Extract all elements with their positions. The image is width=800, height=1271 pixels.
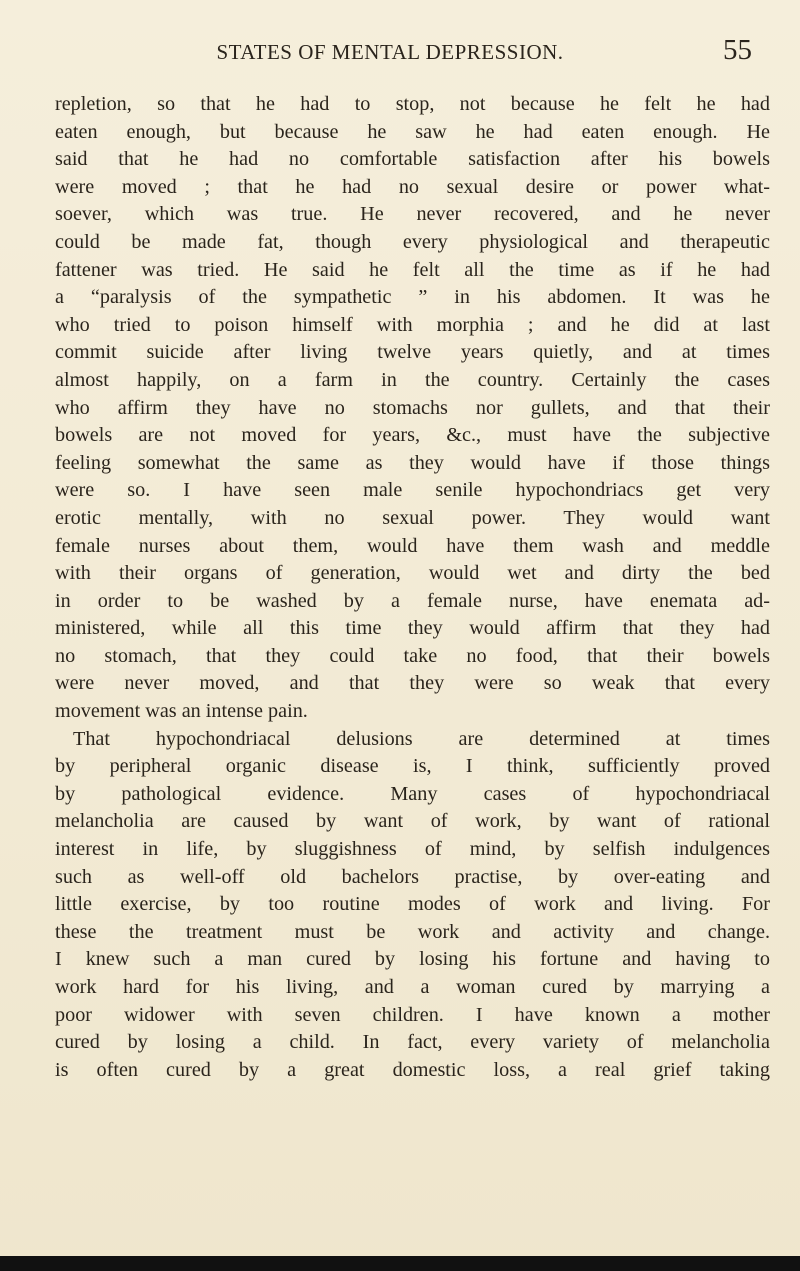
text-line: ministered, while all this time they would affirm that they had [55, 617, 770, 640]
text-line: interest in life, by sluggishness of mind, by selfish indulgences [55, 838, 770, 861]
text-line: work hard for his living, and a woman cured by marrying a [55, 976, 770, 998]
text-line: with their organs of generation, would wet and dirty the bed [55, 562, 770, 585]
running-title: STATES OF MENTAL DEPRESSION. [216, 40, 564, 64]
text-line: such as well-off old bachelors practise, by over-eating and [55, 865, 770, 888]
text-line: these the treatment must be work and activity and change. [55, 920, 770, 943]
text-line: poor widower with seven children. I have known a mother [55, 1003, 770, 1026]
text-line: were moved ; that he had no sexual desire or power what- [55, 175, 770, 198]
text-line: no stomach, that they could take no food, that their bowels [55, 644, 770, 667]
text-line: female nurses about them, would have them wash and meddle [55, 534, 770, 557]
text-line: in order to be washed by a female nurse, have enemata ad- [55, 589, 770, 612]
text-line: commit suicide after living twelve years quietly, and at times [55, 341, 770, 364]
text-line: is often cured by a great domestic loss, a real grief taking [55, 1058, 770, 1081]
text-line: were so. I have seen male senile hypochondriacs get very [55, 479, 770, 502]
text-line: repletion, so that he had to stop, not because he felt he had [55, 93, 770, 115]
text-line: by pathological evidence. Many cases of hypochondriacal [55, 782, 770, 805]
text-line: by peripheral organic disease is, I think, sufficiently proved [55, 755, 770, 778]
text-line: who tried to poison himself with morphia ; and he did at last [55, 313, 770, 336]
text-line: cured by losing a child. In fact, every variety of melancholia [55, 1031, 770, 1054]
text-line: melancholia are caused by want of work, by want of rational [55, 810, 770, 833]
text-line: little exercise, by too routine modes of work and living. For [55, 893, 770, 916]
paragraph-start-line: That hypochondriacal delusions are determined at times [73, 727, 770, 750]
text-line: fattener was tried. He said he felt all the time as if he had [55, 258, 770, 281]
page-number: 55 [723, 34, 752, 66]
text-line: I knew such a man cured by losing his fortune and having to [55, 948, 770, 971]
text-line: eaten enough, but because he saw he had eaten enough. He [55, 120, 770, 143]
body-text [55, 91, 770, 1084]
paragraph-end-line: movement was an intense pain. [55, 700, 308, 723]
text-line: almost happily, on a farm in the country. Certainly the cases [55, 368, 770, 391]
text-line: could be made fat, though every physiological and therapeutic [55, 230, 770, 253]
text-line: who affirm they have no stomachs nor gullets, and that their [55, 396, 770, 419]
text-line: said that he had no comfortable satisfaction after his bowels [55, 148, 770, 171]
page-header [40, 34, 752, 78]
text-line: were never moved, and that they were so weak that every [55, 672, 770, 695]
text-line: erotic mentally, with no sexual power. They would want [55, 506, 770, 529]
text-line: feeling somewhat the same as they would have if those things [55, 451, 770, 474]
text-line: a “paralysis of the sympathetic ” in his abdomen. It was he [55, 286, 770, 309]
text-line: soever, which was true. He never recovered, and he never [55, 203, 770, 226]
text-line: bowels are not moved for years, &c., must have the subjective [55, 424, 770, 447]
scan-edge-bar [0, 1256, 800, 1271]
